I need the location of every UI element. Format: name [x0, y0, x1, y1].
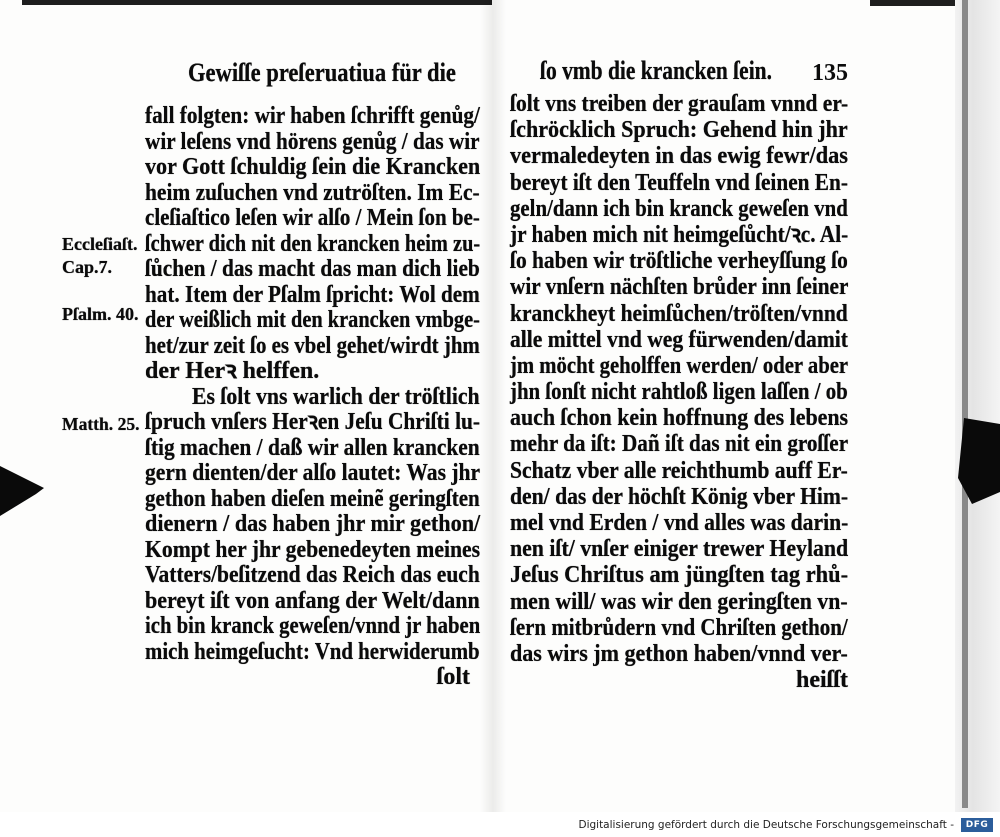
text-line: men will/ was wir den geringſten vn-	[510, 588, 848, 615]
running-head-text: ſo vmb die krancken ſein.	[540, 56, 772, 85]
text-line: fall folgten: wir haben ſchrifft genůg/	[145, 103, 480, 129]
text-line: Jeſus Chriſtus am jüngſten tag rhů-	[510, 562, 849, 589]
text-line: Kompt her jhr gebenedeyten meines	[145, 536, 481, 563]
text-line: jhn ſonſt nicht rahtloß ligen laſſen / ob	[510, 379, 848, 406]
footer-credit: Digitalisierung gefördert durch die Deutsche Forschungsgemeinschaft -	[578, 819, 954, 831]
marginal-note	[62, 256, 120, 278]
marginal-note-text: Eccleſiaſt.	[62, 234, 138, 254]
marginal-note-text: Matth. 25.	[62, 414, 140, 434]
text-line: ich bin kranck geweſen/vnnd jr haben	[145, 613, 481, 639]
text-line: ſchwer dich nit den krancken heim zu-	[145, 230, 481, 257]
text-line: wir vnſern nächſten brůder inn ſeiner	[510, 274, 849, 301]
right-running-head	[540, 56, 772, 86]
text-line: ſern mitbrůdern vnd Chriſten gethon/	[510, 614, 848, 641]
text-line: heim zuſuchen vnd zutröſten. Im Ec-	[145, 179, 480, 206]
text-line: bereyt iſt von anfang der Welt/dann	[145, 587, 480, 614]
text-line: dienern / das haben jhr mir gethon/	[145, 511, 481, 537]
catchword: ſolt	[436, 664, 470, 690]
text-line: kranckheyt heimſůchen/tröſten/vnnd	[510, 300, 848, 327]
text-line: mehr da iſt: Dañ iſt das nit ein groſſer	[510, 431, 849, 458]
text-line: gethon haben dieſen meinẽ geringſten	[145, 485, 480, 512]
marginal-note	[62, 413, 140, 435]
text-line: Vatters/beſitzend das Reich das euch	[145, 562, 480, 588]
text-line: auch ſchon kein hoffnung des lebens	[510, 405, 849, 432]
text-line: ſchröcklich Spruch: Gehend hin jhr	[510, 117, 848, 144]
marginal-note	[62, 303, 140, 325]
catchword: heiſſt	[796, 667, 848, 694]
text-line: nen iſt/ vnſer einiger trewer Heyland	[510, 536, 849, 563]
text-line: geln/dann ich bin kranck geweſen vnd	[510, 195, 848, 222]
text-line: das wirs jm gethon haben/vnnd ver-	[510, 640, 848, 667]
text-line: jr haben mich nit heimgeſůcht/ꝛc. Al-	[510, 221, 849, 248]
marginal-note	[62, 233, 140, 255]
text-line: vor Gott ſchuldig ſein die Krancken	[145, 154, 481, 180]
text-line: ſtig machen / daß wir allen krancken	[145, 434, 480, 461]
scan-edge-shadow	[22, 0, 492, 5]
left-running-head	[188, 58, 456, 88]
text-line: alle mittel vnd weg fürwenden/damit	[510, 326, 848, 353]
text-line: mel vnd Erden / vnd alles was darin-	[510, 510, 849, 536]
text-line: het/zur zeit ſo es vbel gehet/wirdt jhm	[145, 332, 480, 359]
running-head-text: Gewiſſe preſeruatiua für die	[188, 58, 456, 87]
text-line: Schatz vber alle reichthumb auff Er-	[510, 457, 848, 484]
clamp-shadow	[958, 418, 1000, 504]
text-line: mich heimgeſucht: Vnd herwiderumb	[145, 638, 480, 665]
text-line: der Herꝛ helffen.	[145, 358, 320, 384]
digitization-footer	[0, 812, 1000, 837]
text-line: ſůchen / das macht das man dich lieb	[145, 256, 480, 282]
marginal-note-text: Cap.7.	[62, 257, 113, 277]
text-line: bereyt iſt den Teuffeln vnd ſeinen En-	[510, 169, 848, 196]
marginal-note-text: Pſalm. 40.	[62, 304, 139, 324]
text-line: cleſiaſtico leſen wir alſo / Mein ſon be-	[145, 205, 480, 231]
right-page-text	[510, 91, 848, 693]
book-gutter	[480, 0, 506, 812]
text-line: hat. Item der Pſalm ſpricht: Wol dem	[145, 281, 480, 308]
page-edge-line	[962, 0, 968, 808]
page-number: 135	[812, 60, 848, 86]
dfg-logo: DFG	[961, 818, 993, 832]
text-line: ſo haben wir tröſtliche verheyſſung ſo	[510, 248, 848, 275]
text-line: vermaledeyten in das ewig fewr/das	[510, 143, 848, 170]
text-line: ſolt vns treiben der grauſam vnnd er-	[510, 91, 849, 117]
text-line: den/ das der höchſt König vber Him-	[510, 483, 849, 510]
text-line: wir leſens vnd hörens genůg / das wir	[145, 128, 480, 155]
text-line: gern dienten/der alſo lautet: Was jhr	[145, 460, 481, 486]
text-line: ſpruch vnſers Herꝛen Jeſu Chriſti lu-	[145, 409, 481, 435]
text-line: der weißlich mit den krancken vmbge-	[145, 307, 480, 333]
left-page-text	[145, 104, 480, 691]
text-line: Es ſolt vns warlich der tröſtlich	[192, 383, 480, 410]
text-line: jm möcht geholffen werden/ oder aber	[510, 352, 849, 379]
clamp-shadow	[0, 458, 46, 520]
